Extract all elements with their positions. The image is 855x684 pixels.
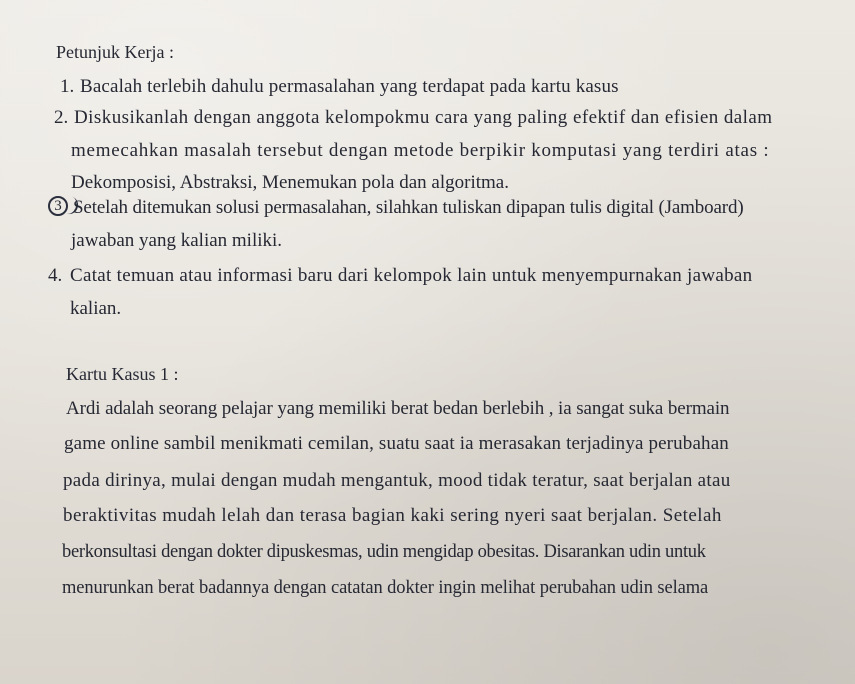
case-card-heading: Kartu Kasus 1 :	[66, 364, 179, 384]
instruction-3-line-1: Setelah ditemukan solusi permasalahan, silahkan tuliskan dipapan tulis digital (Jamboard)	[73, 197, 744, 218]
case-line-3: pada dirinya, mulai dengan mudah mengantuk, mood tidak teratur, saat berjalan atau	[63, 470, 731, 491]
instruction-4-line-2: kalian.	[70, 298, 122, 319]
instruction-4-number: 4.	[48, 265, 63, 286]
instruction-2-line-2: memecahkan masalah tersebut dengan metode berpikir komputasi yang terdiri atas :	[71, 140, 770, 161]
case-line-1: Ardi adalah seorang pelajar yang memiliki berat bedan berlebih , ia sangat suka bermain	[66, 398, 730, 419]
instruction-1-line-1: Bacalah terlebih dahulu permasalahan yang terdapat pada kartu kasus	[80, 76, 619, 97]
instruction-1-number: 1.	[60, 76, 75, 97]
instruction-4-line-1: Catat temuan atau informasi baru dari kelompok lain untuk menyempurnakan jawaban	[70, 265, 753, 286]
case-line-4: beraktivitas mudah lelah dan terasa bagian kaki sering nyeri saat berjalan. Setelah	[63, 505, 722, 526]
instruction-3-line-2: jawaban yang kalian miliki.	[71, 230, 283, 251]
instruction-2-line-3: Dekomposisi, Abstraksi, Menemukan pola dan algoritma.	[71, 172, 509, 193]
case-line-2: game online sambil menikmati cemilan, suatu saat ia merasakan terjadinya perubahan	[64, 433, 729, 454]
instruction-3-number-circled: 3	[48, 196, 68, 216]
instructions-heading: Petunjuk Kerja :	[56, 42, 174, 62]
case-line-6: menurunkan berat badannya dengan catatan dokter ingin melihat perubahan udin selama	[62, 578, 709, 598]
case-line-5: berkonsultasi dengan dokter dipuskesmas, udin mengidap obesitas. Disarankan udin untuk	[62, 542, 706, 562]
instruction-2-line-1: Diskusikanlah dengan anggota kelompokmu cara yang paling efektif dan efisien dalam	[74, 107, 773, 128]
instruction-2-number: 2.	[54, 107, 69, 128]
